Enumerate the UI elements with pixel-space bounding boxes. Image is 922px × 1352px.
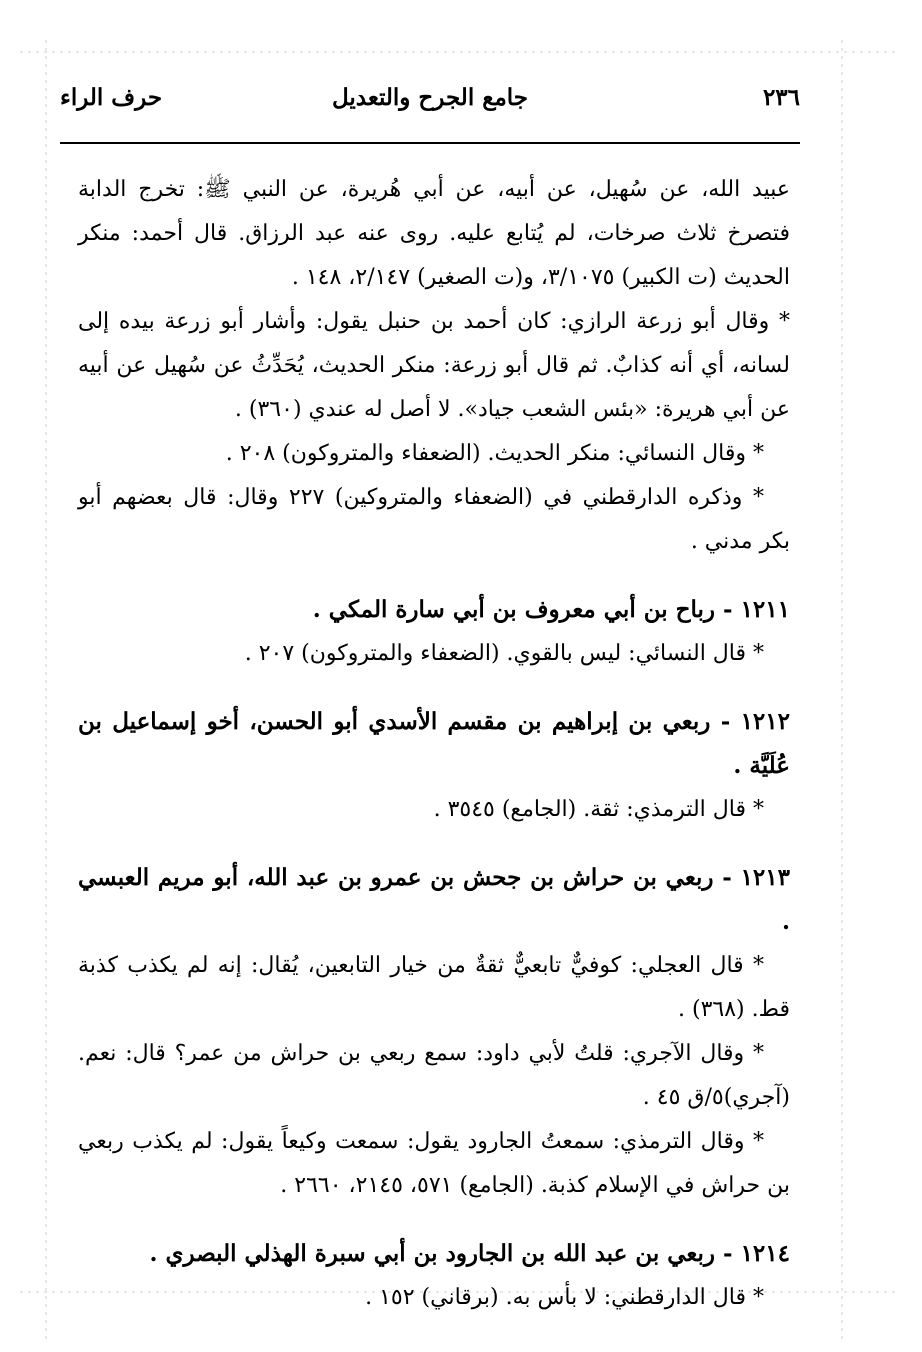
entry-paragraph: * وقال الترمذي: سمعتُ الجارود يقول: سمعت وكيعاً يقول: لم يكذب ربعي بن حراش في الإسلام كذبة. (الجامع) ٥٧١، ٢١٤٥، ٢٦٦٠ . <box>78 1129 790 1198</box>
entry-paragraph: * قال الدارقطني: لا بأس به. (برقاني) ١٥٢ . <box>365 1285 764 1310</box>
book-title: جامع الجرح والتعديل <box>331 84 529 111</box>
entry-1214 <box>78 1232 790 1320</box>
page-body <box>78 168 790 1320</box>
entry-1211 <box>78 588 790 676</box>
entry-paragraph: * قال العجلي: كوفيٌّ تابعيٌّ ثقةٌ من خيار التابعين، يُقال: إنه لم يكذب كذبة قط. (٣٦٨) . <box>78 953 790 1022</box>
entry-1213 <box>78 856 790 1208</box>
paragraph-abu-zurah: * وقال أبو زرعة الرازي: كان أحمد بن حنبل يقول: وأشار أبو زرعة بيده إلى لسانه، أي أنه كذابٌ. ثم قال أبو زرعة: منكر الحديث، يُحَدِّثُ عن سُهيل عن أبيه عن أبي هريرة: «بئس الشعب جياد». لا أصل له عندي (٣٦٠) . <box>78 309 790 422</box>
entry-title: ١٢١٤ - ربعي بن عبد الله بن الجارود بن أبي سبرة الهذلي البصري . <box>149 1240 790 1267</box>
entry-1212 <box>78 700 790 832</box>
paragraph-daraqutni: * وذكره الدارقطني في (الضعفاء والمتروكين) ٢٢٧ وقال: قال بعضهم أبو بكر مدني . <box>78 485 790 554</box>
entry-paragraph: * وقال الآجري: قلتُ لأبي داود: سمع ربعي بن حراش من عمر؟ قال: نعم.(آجري)٥/ق ٤٥ . <box>78 1041 790 1110</box>
section-title: حرف الراء <box>60 84 163 111</box>
entry-title: ١٢١١ - رباح بن أبي معروف بن أبي سارة المكي . <box>312 596 790 623</box>
page-number: ٢٣٦ <box>762 84 800 111</box>
paragraph-nasai: * وقال النسائي: منكر الحديث. (الضعفاء والمتروكون) ٢٠٨ . <box>225 441 764 466</box>
page-header <box>60 84 800 124</box>
entry-paragraph: * قال الترمذي: ثقة. (الجامع) ٣٥٤٥ . <box>433 797 764 822</box>
continued-paragraph: عبيد الله، عن سُهيل، عن أبيه، عن أبي هُريرة، عن النبي ﷺ: تخرج الدابة فتصرخ ثلاث صرخات، لم يُتابع عليه. روى عنه عبد الرزاق. قال أحمد: منكر الحديث (ت الكبير) ٣/١٠٧٥، و(ت الصغير) ٢/١٤٧، ١٤٨ . <box>78 177 790 290</box>
entry-title: ١٢١٢ - ربعي بن إبراهيم بن مقسم الأسدي أبو الحسن، أخو إسماعيل بن عُلَيَّة . <box>78 708 790 779</box>
entry-paragraph: * قال النسائي: ليس بالقوي. (الضعفاء والمتروكون) ٢٠٧ . <box>244 641 764 666</box>
entry-title: ١٢١٣ - ربعي بن حراش بن جحش بن عمرو بن عبد الله، أبو مريم العبسي . <box>78 864 790 935</box>
header-divider <box>60 142 800 144</box>
